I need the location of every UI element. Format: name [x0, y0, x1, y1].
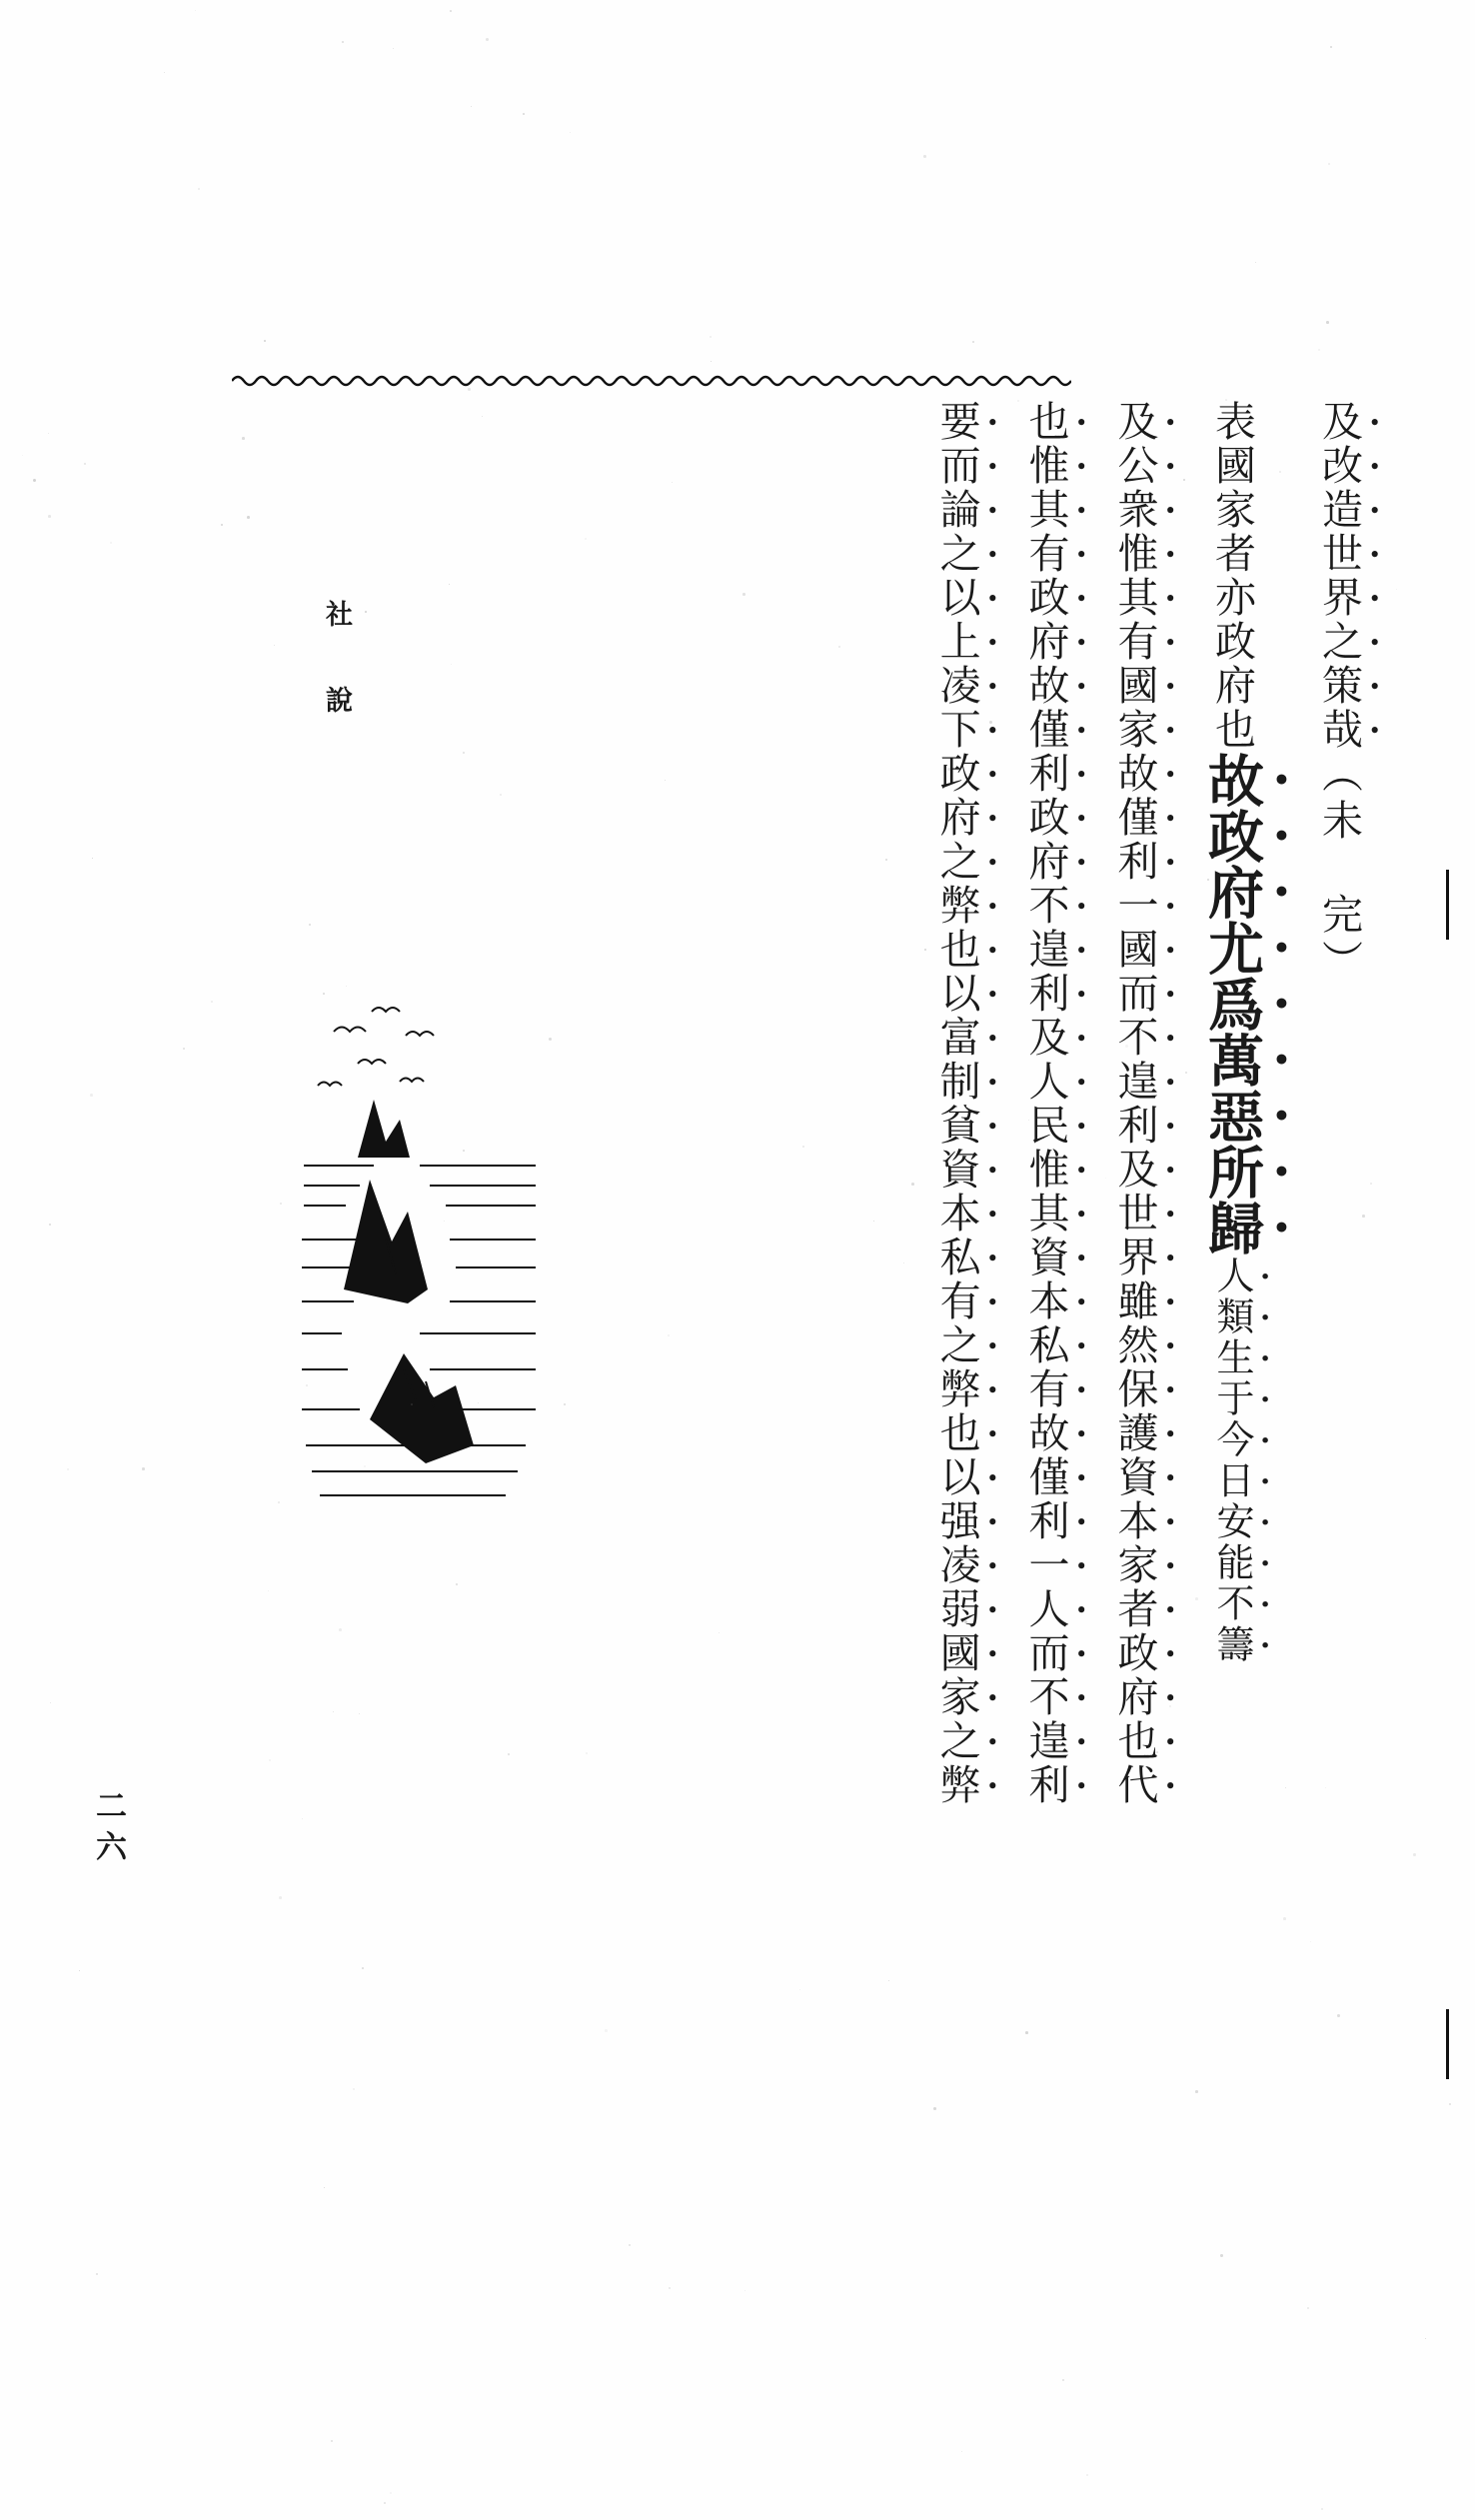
column-2-line: 也惟其有政府故僅利政府不遑利及人民惟其資本私有故僅利一人而不遑利	[1021, 400, 1070, 1807]
column-5-parenthetical: （未 完）	[1315, 752, 1363, 987]
text-column-4	[1199, 400, 1299, 1959]
running-head: 社 說	[321, 600, 352, 729]
body-text	[916, 400, 1387, 2409]
text-column-3	[1110, 400, 1183, 2289]
column-3-line: 及公衆惟其有國家故僅利一國而不遑利及世界雖然保護資本家者政府也代	[1110, 400, 1159, 1807]
column-4-tail: 人類生于今日安能不籌	[1210, 1256, 1255, 1665]
text-column-2	[1021, 400, 1094, 2359]
page-number: 二六	[90, 1789, 126, 1871]
text-column-5	[1314, 400, 1387, 1509]
edge-rule-top	[1446, 870, 1449, 940]
text-column-1	[932, 400, 1005, 2359]
column-1-line: 要而論之以上凌下政府之弊也以富制貧資本私有之弊也以强凌弱國家之弊	[932, 400, 981, 1807]
column-4-emphasis: 故政府尤爲萬惡所歸	[1199, 752, 1266, 1256]
column-4-lead: 表國家者亦政府也	[1208, 400, 1257, 752]
column-5-line: 及改造世界之策哉	[1315, 400, 1363, 752]
rocky-shore-with-birds-illustration	[300, 990, 540, 1589]
edge-rule-bottom	[1446, 2009, 1449, 2079]
wavy-divider	[232, 372, 1071, 390]
